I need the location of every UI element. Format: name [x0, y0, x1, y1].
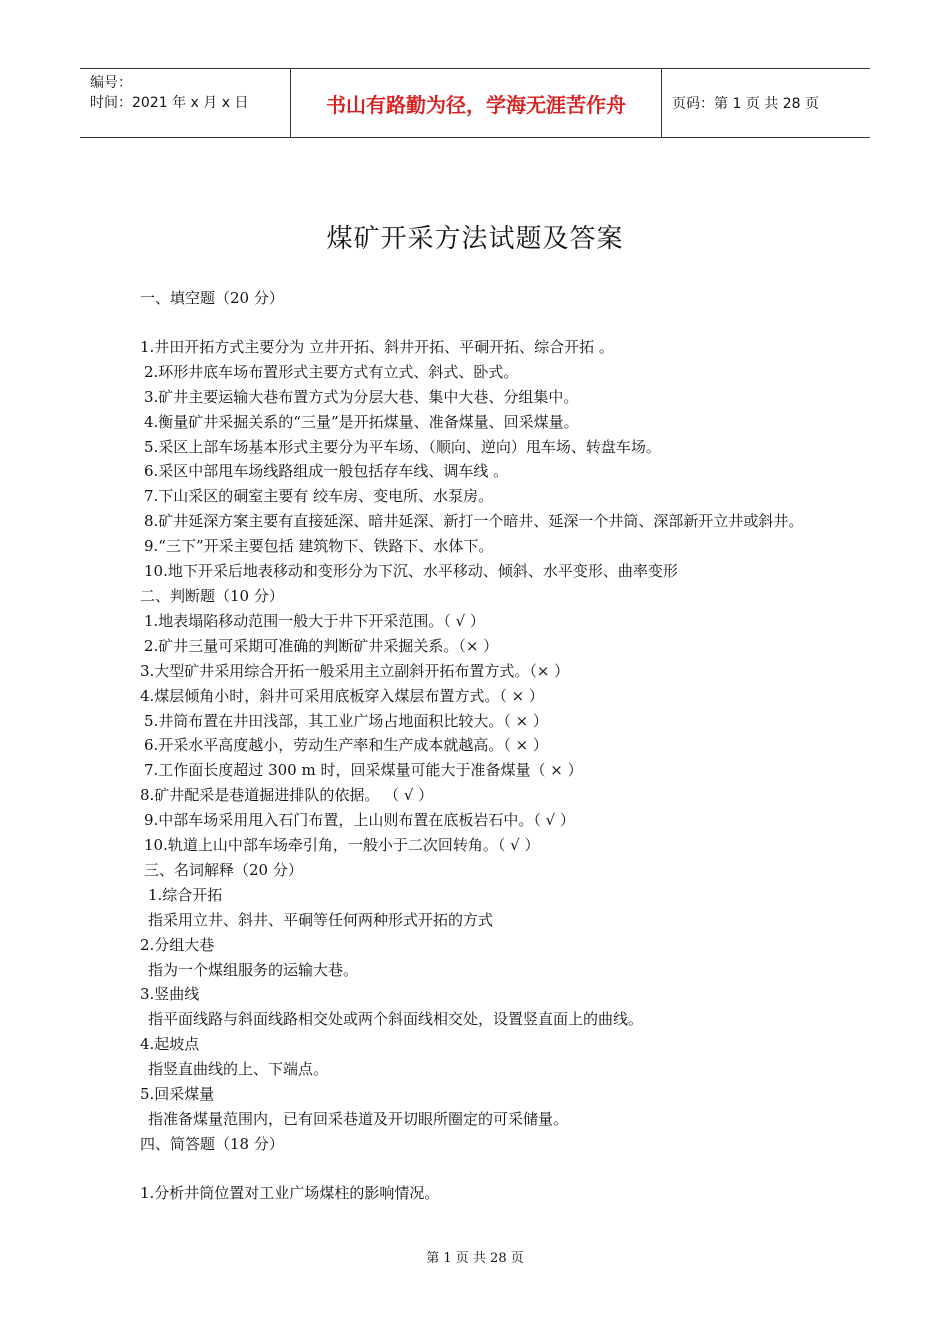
term-definition: 指为一个煤组服务的运输大巷。 [148, 960, 359, 979]
fill-question: 5.采区上部车场基本形式主要分为平车场、（顺向、逆向）甩车场、转盘车场。 [144, 437, 661, 456]
short-answer-question: 1.分析井筒位置对工业广场煤柱的影响情况。 [140, 1183, 440, 1202]
term-title: 3.竖曲线 [140, 985, 200, 1004]
judge-question: 5.井筒布置在井田浅部，其工业广场占地面积比较大。（ × ） [144, 711, 548, 730]
header-page-info [662, 69, 870, 137]
blank-line [140, 311, 820, 335]
section-heading: 四、简答题（18 分） [140, 1134, 284, 1153]
judge-question: 3.大型矿井采用综合开拓一般采用主立副斜开拓布置方式。（× ） [140, 661, 570, 680]
fill-question: 9.“三下”开采主要包括 建筑物下、铁路下、水体下。 [144, 537, 494, 556]
term-title: 2.分组大巷 [140, 935, 215, 954]
blank-line [140, 1157, 820, 1181]
fill-question: 2.环形井底车场布置形式主要方式有立式、斜式、卧式。 [144, 362, 519, 381]
fill-question: 4.衡量矿井采掘关系的“三量”是开拓煤量、准备煤量、回采煤量。 [144, 412, 579, 431]
term-definition: 指准备煤量范围内，已有回采巷道及开切眼所圈定的可采储量。 [148, 1110, 569, 1128]
section-heading: 一、填空题（20 分） [140, 289, 284, 307]
fill-question: 10.地下开采后地表移动和变形分为下沉、水平移动、倾斜、水平变形、曲率变形 [144, 562, 678, 581]
term-title: 1.综合开拓 [148, 885, 223, 904]
document-body [140, 286, 820, 1206]
fill-question: 7.下山采区的硐室主要有 绞车房、变电所、水泵房。 [144, 487, 494, 506]
term-title: 4.起坡点 [140, 1035, 200, 1054]
fill-question: 8.矿井延深方案主要有直接延深、暗井延深、新打一个暗井、延深一个井筒、深部新开立井或斜井。 [144, 512, 804, 531]
number-label: 编号： [90, 75, 132, 91]
fill-question: 6.采区中部甩车场线路组成一般包括存车线、调车线 。 [144, 462, 509, 481]
header-meta [80, 69, 290, 137]
judge-question: 6.开采水平高度越小，劳动生产率和生产成本就越高。（ × ） [144, 736, 548, 755]
document-header [80, 68, 870, 138]
date-label: 时间：2021 年 x 月 x 日 [90, 95, 249, 111]
judge-question: 10.轨道上山中部车场牵引角，一般小于二次回转角。（ √ ） [144, 836, 540, 855]
judge-question: 1.地表塌陷移动范围一般大于井下开采范围。（ √ ） [144, 611, 485, 630]
fill-question: 1.井田开拓方式主要分为 立井开拓、斜井开拓、平硐开拓、综合开拓 。 [140, 337, 614, 356]
page-info-text: 页码：第 1 页 共 28 页 [672, 96, 819, 112]
document-title: 煤矿开采方法试题及答案 [326, 224, 624, 254]
section-heading: 三、名词解释（20 分） [144, 860, 303, 879]
section-heading: 二、判断题（10 分） [140, 586, 284, 605]
term-title: 5.回采煤量 [140, 1085, 215, 1104]
header-motto [290, 69, 662, 137]
judge-question: 8.矿井配采是巷道掘进排队的依据。 （ √ ） [140, 786, 434, 805]
judge-question: 9.中部车场采用甩入石门布置，上山则布置在底板岩石中。（ √ ） [144, 811, 575, 830]
judge-question: 2.矿井三量可采期可准确的判断矿井采掘关系。（× ） [144, 636, 499, 655]
term-definition: 指采用立井、斜井、平硐等任何两种形式开拓的方式 [148, 910, 494, 929]
term-definition: 指平面线路与斜面线路相交处或两个斜面线相交处，设置竖直面上的曲线。 [148, 1010, 644, 1029]
judge-question: 4.煤层倾角小时，斜井可采用底板穿入煤层布置方式。（ × ） [140, 686, 544, 705]
judge-question: 7.工作面长度超过 300 m 时，回采煤量可能大于准备煤量（ × ） [144, 761, 583, 780]
fill-question: 3.矿井主要运输大巷布置方式为分层大巷、集中大巷、分组集中。 [144, 387, 579, 406]
motto-text: 书山有路勤为径，学海无涯苦作舟 [326, 92, 626, 117]
term-definition: 指竖直曲线的上、下端点。 [148, 1060, 329, 1079]
page-footer: 第 1 页 共 28 页 [426, 1251, 524, 1266]
